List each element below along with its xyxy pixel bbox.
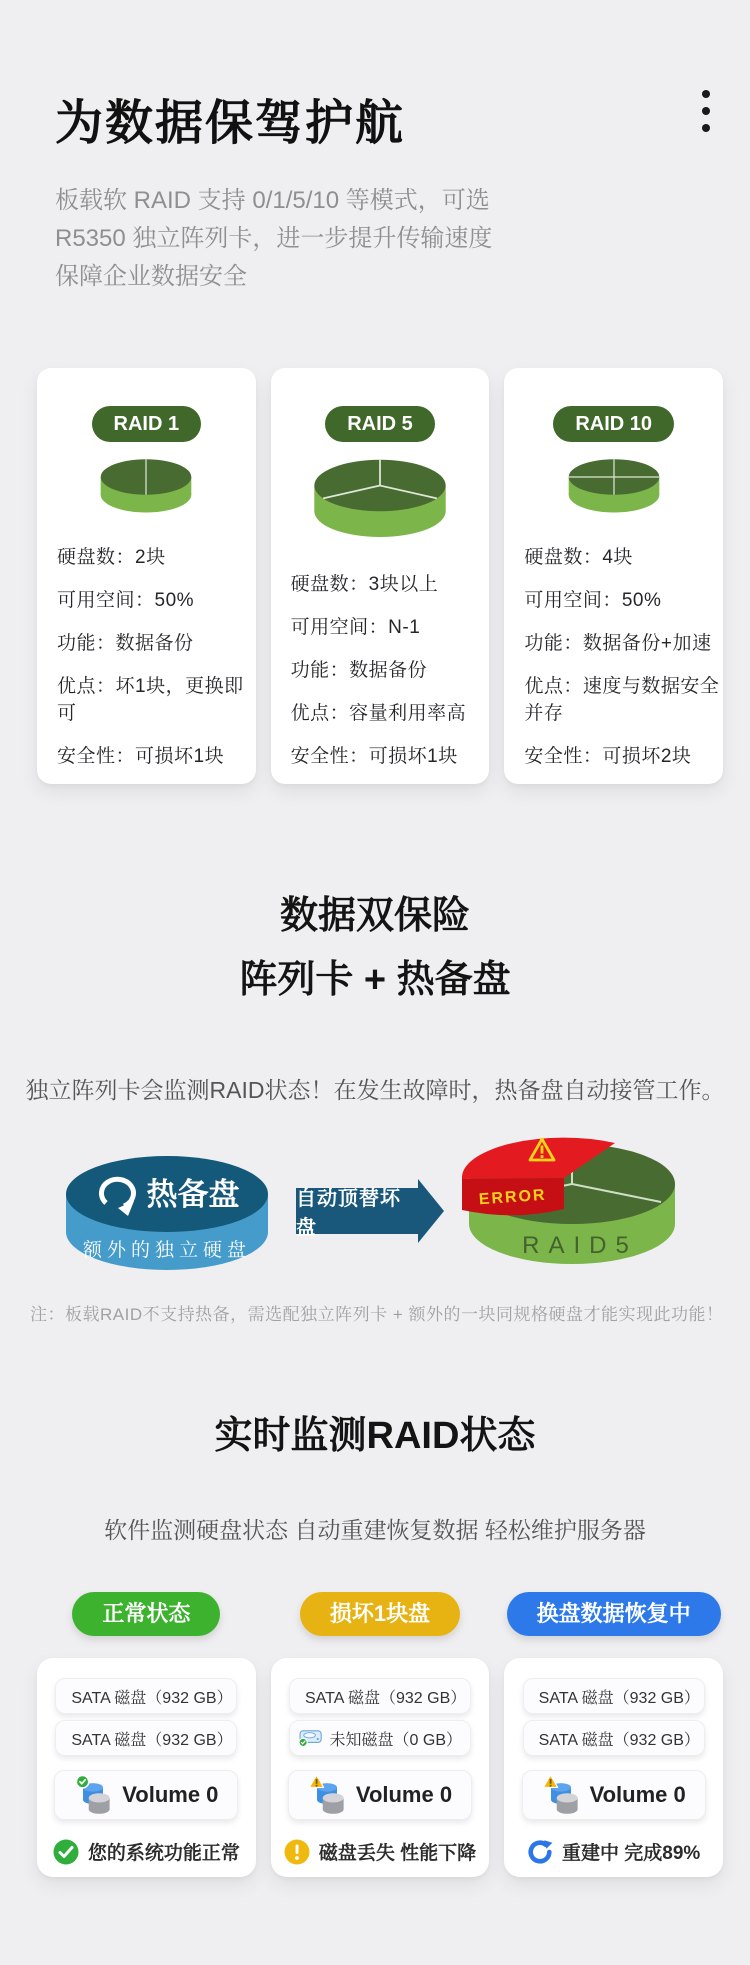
disk-row [289,1678,471,1714]
volume-row [54,1770,238,1820]
warning-badge-icon [543,1775,557,1787]
raid10-details [504,542,723,784]
volume-label: Volume 0 [122,1782,219,1807]
disk-label: SATA 磁盘（932 GB） [538,1689,700,1707]
status-line [53,1838,240,1865]
detail-line: 安全性：可损坏1块 [290,746,458,767]
disk-row [55,1720,237,1756]
disk-label: SATA 磁盘（932 GB） [305,1689,467,1707]
status-pill-rebuilding: 换盘数据恢复中 [507,1592,721,1636]
hot-spare-label: 热备盘 [146,1177,240,1212]
detail-line: 功能：数据备份 [57,633,194,654]
check-circle-icon [53,1839,79,1865]
status-pill-degraded: 损坏1块盘 [300,1592,460,1636]
rebuild-circle-icon [527,1839,553,1865]
raid5-badge: RAID 5 [325,406,435,442]
volume-warning-icon [308,1774,346,1816]
warning-badge-icon [309,1775,323,1787]
detail-line: 可用空间：50% [524,590,662,611]
volume-label: Volume 0 [355,1782,453,1807]
disk-label: 未知磁盘（0 GB） [329,1731,462,1749]
detail-line: 功能：数据备份 [290,660,428,681]
volume-row [522,1770,706,1820]
raid-mode-cards [37,368,723,784]
raid1-details [37,542,256,784]
detail-line: 优点：坏1块，更换即可 [57,676,244,724]
takeover-arrow-label: 自动顶替坏盘 [296,1188,401,1239]
status-line [527,1838,700,1865]
raid5-details [271,569,490,784]
volume-check-icon [74,1774,112,1816]
detail-line: 功能：数据备份+加速 [524,633,712,654]
disk-label: SATA 磁盘（932 GB） [71,1689,233,1707]
detail-line: 安全性：可损坏1块 [57,746,225,767]
status-card-rebuilding [504,1658,723,1877]
status-line [284,1838,476,1865]
detail-line: 优点：容量利用率高 [290,703,467,724]
raid1-card [37,368,256,784]
detail-line: 优点：速度与数据安全并存 [524,676,720,724]
disk-row [523,1678,705,1714]
raid10-card [504,368,723,784]
disk-row [55,1678,237,1714]
page-subtitle [55,182,492,296]
dual-protection-heading-2: 阵列卡 + 热备盘 [239,959,511,1001]
disk-label: SATA 磁盘（932 GB） [538,1731,700,1749]
page-title: 为数据保驾护航 [55,97,406,150]
dual-protection-heading-1: 数据双保险 [279,895,470,937]
raid5-error-illustration [452,1122,680,1274]
raid1-badge: RAID 1 [92,406,202,442]
status-text: 磁盘丢失 性能下降 [318,1843,477,1864]
hot-spare-sublabel: 额外的独立硬盘 [82,1240,252,1261]
error-label: ERROR [478,1186,548,1209]
raid1-pie-icon [68,458,224,518]
status-card-normal [37,1658,256,1877]
monitor-heading: 实时监测RAID状态 [214,1415,536,1457]
raid10-pie-icon [536,458,692,518]
status-card-degraded [271,1658,490,1877]
disk-row [289,1720,471,1756]
detail-line: 硬盘数：2块 [57,547,166,568]
subtitle-line: 板载软 RAID 支持 0/1/5/10 等模式，可选 [55,187,490,214]
detail-line: 硬盘数：4块 [524,547,633,568]
raid10-badge: RAID 10 [553,406,674,442]
status-text: 重建中 完成89% [562,1843,701,1864]
status-text: 您的系统功能正常 [87,1843,240,1864]
raid5-card [271,368,490,784]
takeover-arrow [296,1188,418,1239]
detail-line: 可用空间：50% [57,590,195,611]
disk-check-icon [298,1726,323,1750]
alert-circle-icon [284,1839,310,1865]
dual-protection-description: 独立阵列卡会监测RAID状态！在发生故障时，热备盘自动接管工作。 [25,1077,725,1103]
volume-label: Volume 0 [589,1782,686,1807]
status-pill-row [37,1592,723,1636]
volume-row [288,1770,472,1820]
hot-spare-disk-illustration [62,1142,272,1274]
subtitle-line: 保障企业数据安全 [55,263,247,290]
kebab-menu-icon[interactable] [702,90,710,132]
disk-label: SATA 磁盘（932 GB） [71,1731,233,1749]
raid5-side-label: RAID5 [522,1232,638,1259]
hot-spare-note: 注：板载RAID不支持热备，需选配独立阵列卡 + 额外的一块同规格硬盘才能实现此功能！ [30,1305,724,1324]
detail-line: 可用空间：N-1 [290,617,421,638]
raid-status-cards [37,1658,723,1877]
detail-line: 安全性：可损坏2块 [524,746,692,767]
status-pill-normal: 正常状态 [72,1592,220,1636]
disk-row [523,1720,705,1756]
raid5-pie-icon [302,458,458,545]
volume-warning-icon [542,1774,580,1816]
detail-line: 硬盘数：3块以上 [290,574,439,595]
monitor-subtitle: 软件监测硬盘状态 自动重建恢复数据 轻松维护服务器 [104,1517,646,1543]
subtitle-line: R5350 独立阵列卡，进一步提升传输速度 [55,225,493,252]
